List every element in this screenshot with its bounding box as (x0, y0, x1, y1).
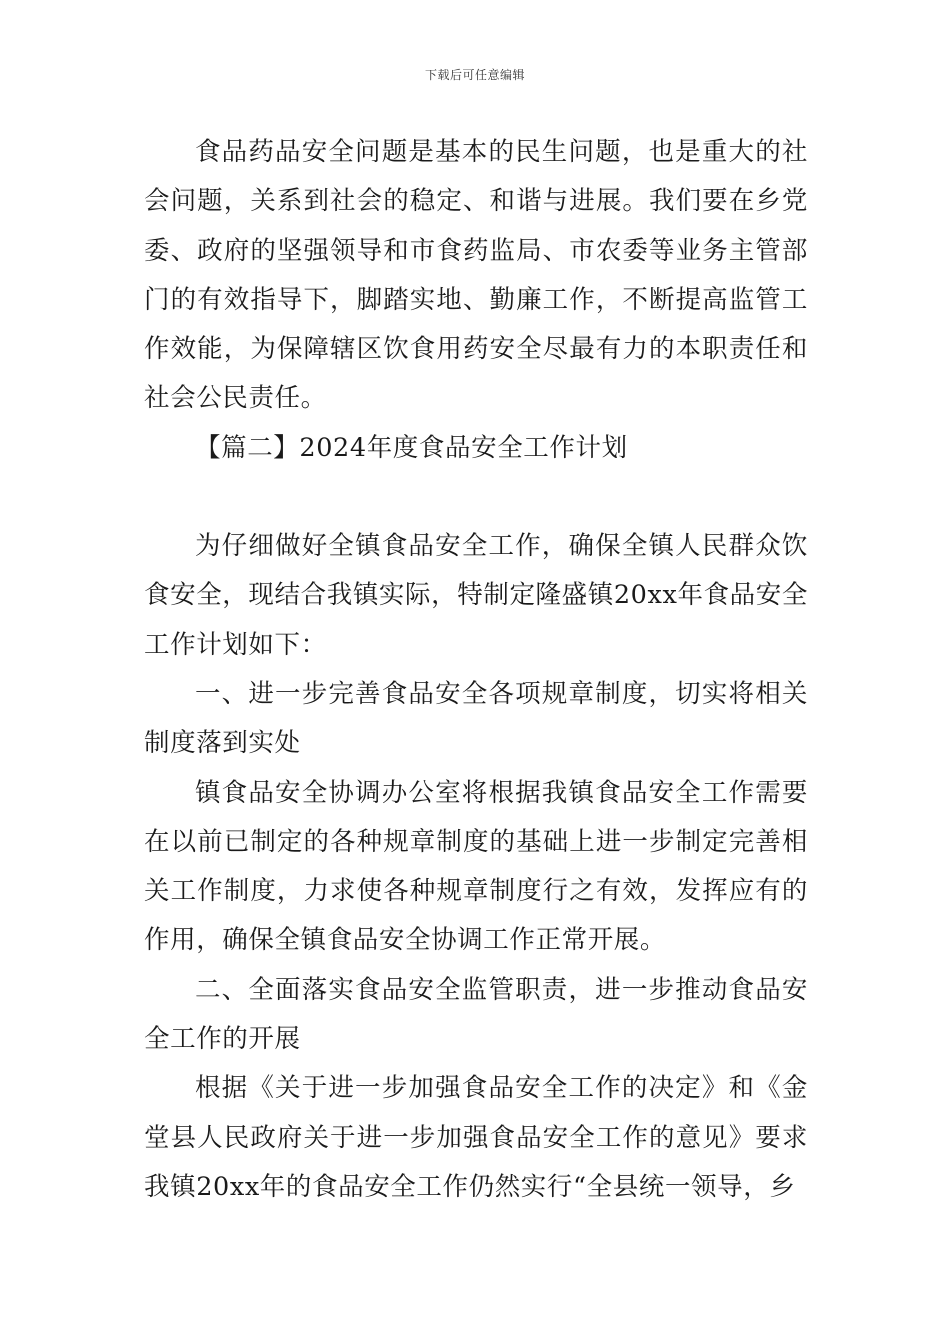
paragraph-food-drug-safety: 食品药品安全问题是基本的民生问题，也是重大的社会问题，关系到社会的稳定、和谐与进展。我们要在乡党委、政府的坚强领导和市食药监局、市农委等业务主管部门的有效指导下，脚踏实地、勤廉工作，不断提高监管工作效能，为保障辖区饮食用药安全尽最有力的本职责任和社会公民责任。 (144, 137, 808, 414)
header-note: 下载后可任意编辑 (424, 68, 525, 82)
heading-item-two: 二、全面落实食品安全监管职责，进一步推动食品安全工作的开展 (144, 974, 808, 1055)
section-title: 【篇二】2024年度食品安全工作计划 (195, 432, 628, 463)
blank-line (144, 473, 808, 522)
heading-item-one: 一、进一步完善食品安全各项规章制度，切实将相关制度落到实处 (144, 678, 808, 759)
paragraph-item-two: 根据《关于进一步加强食品安全工作的决定》和《金堂县人民政府关于进一步加强食品安全工作的意见》要求我镇20xx年的食品安全工作仍然实行“全县统一领导，乡 (144, 1073, 808, 1202)
document-body (144, 128, 808, 1212)
paragraph-intro: 为仔细做好全镇食品安全工作，确保全镇人民群众饮食安全，现结合我镇实际，特制定隆盛镇20xx年食品安全工作计划如下： (144, 531, 808, 660)
paragraph-item-one: 镇食品安全协调办公室将根据我镇食品安全工作需要在以前已制定的各种规章制度的基础上进一步制定完善相关工作制度，力求使各种规章制度行之有效，发挥应有的作用，确保全镇食品安全协调工作正常开展。 (144, 777, 808, 956)
